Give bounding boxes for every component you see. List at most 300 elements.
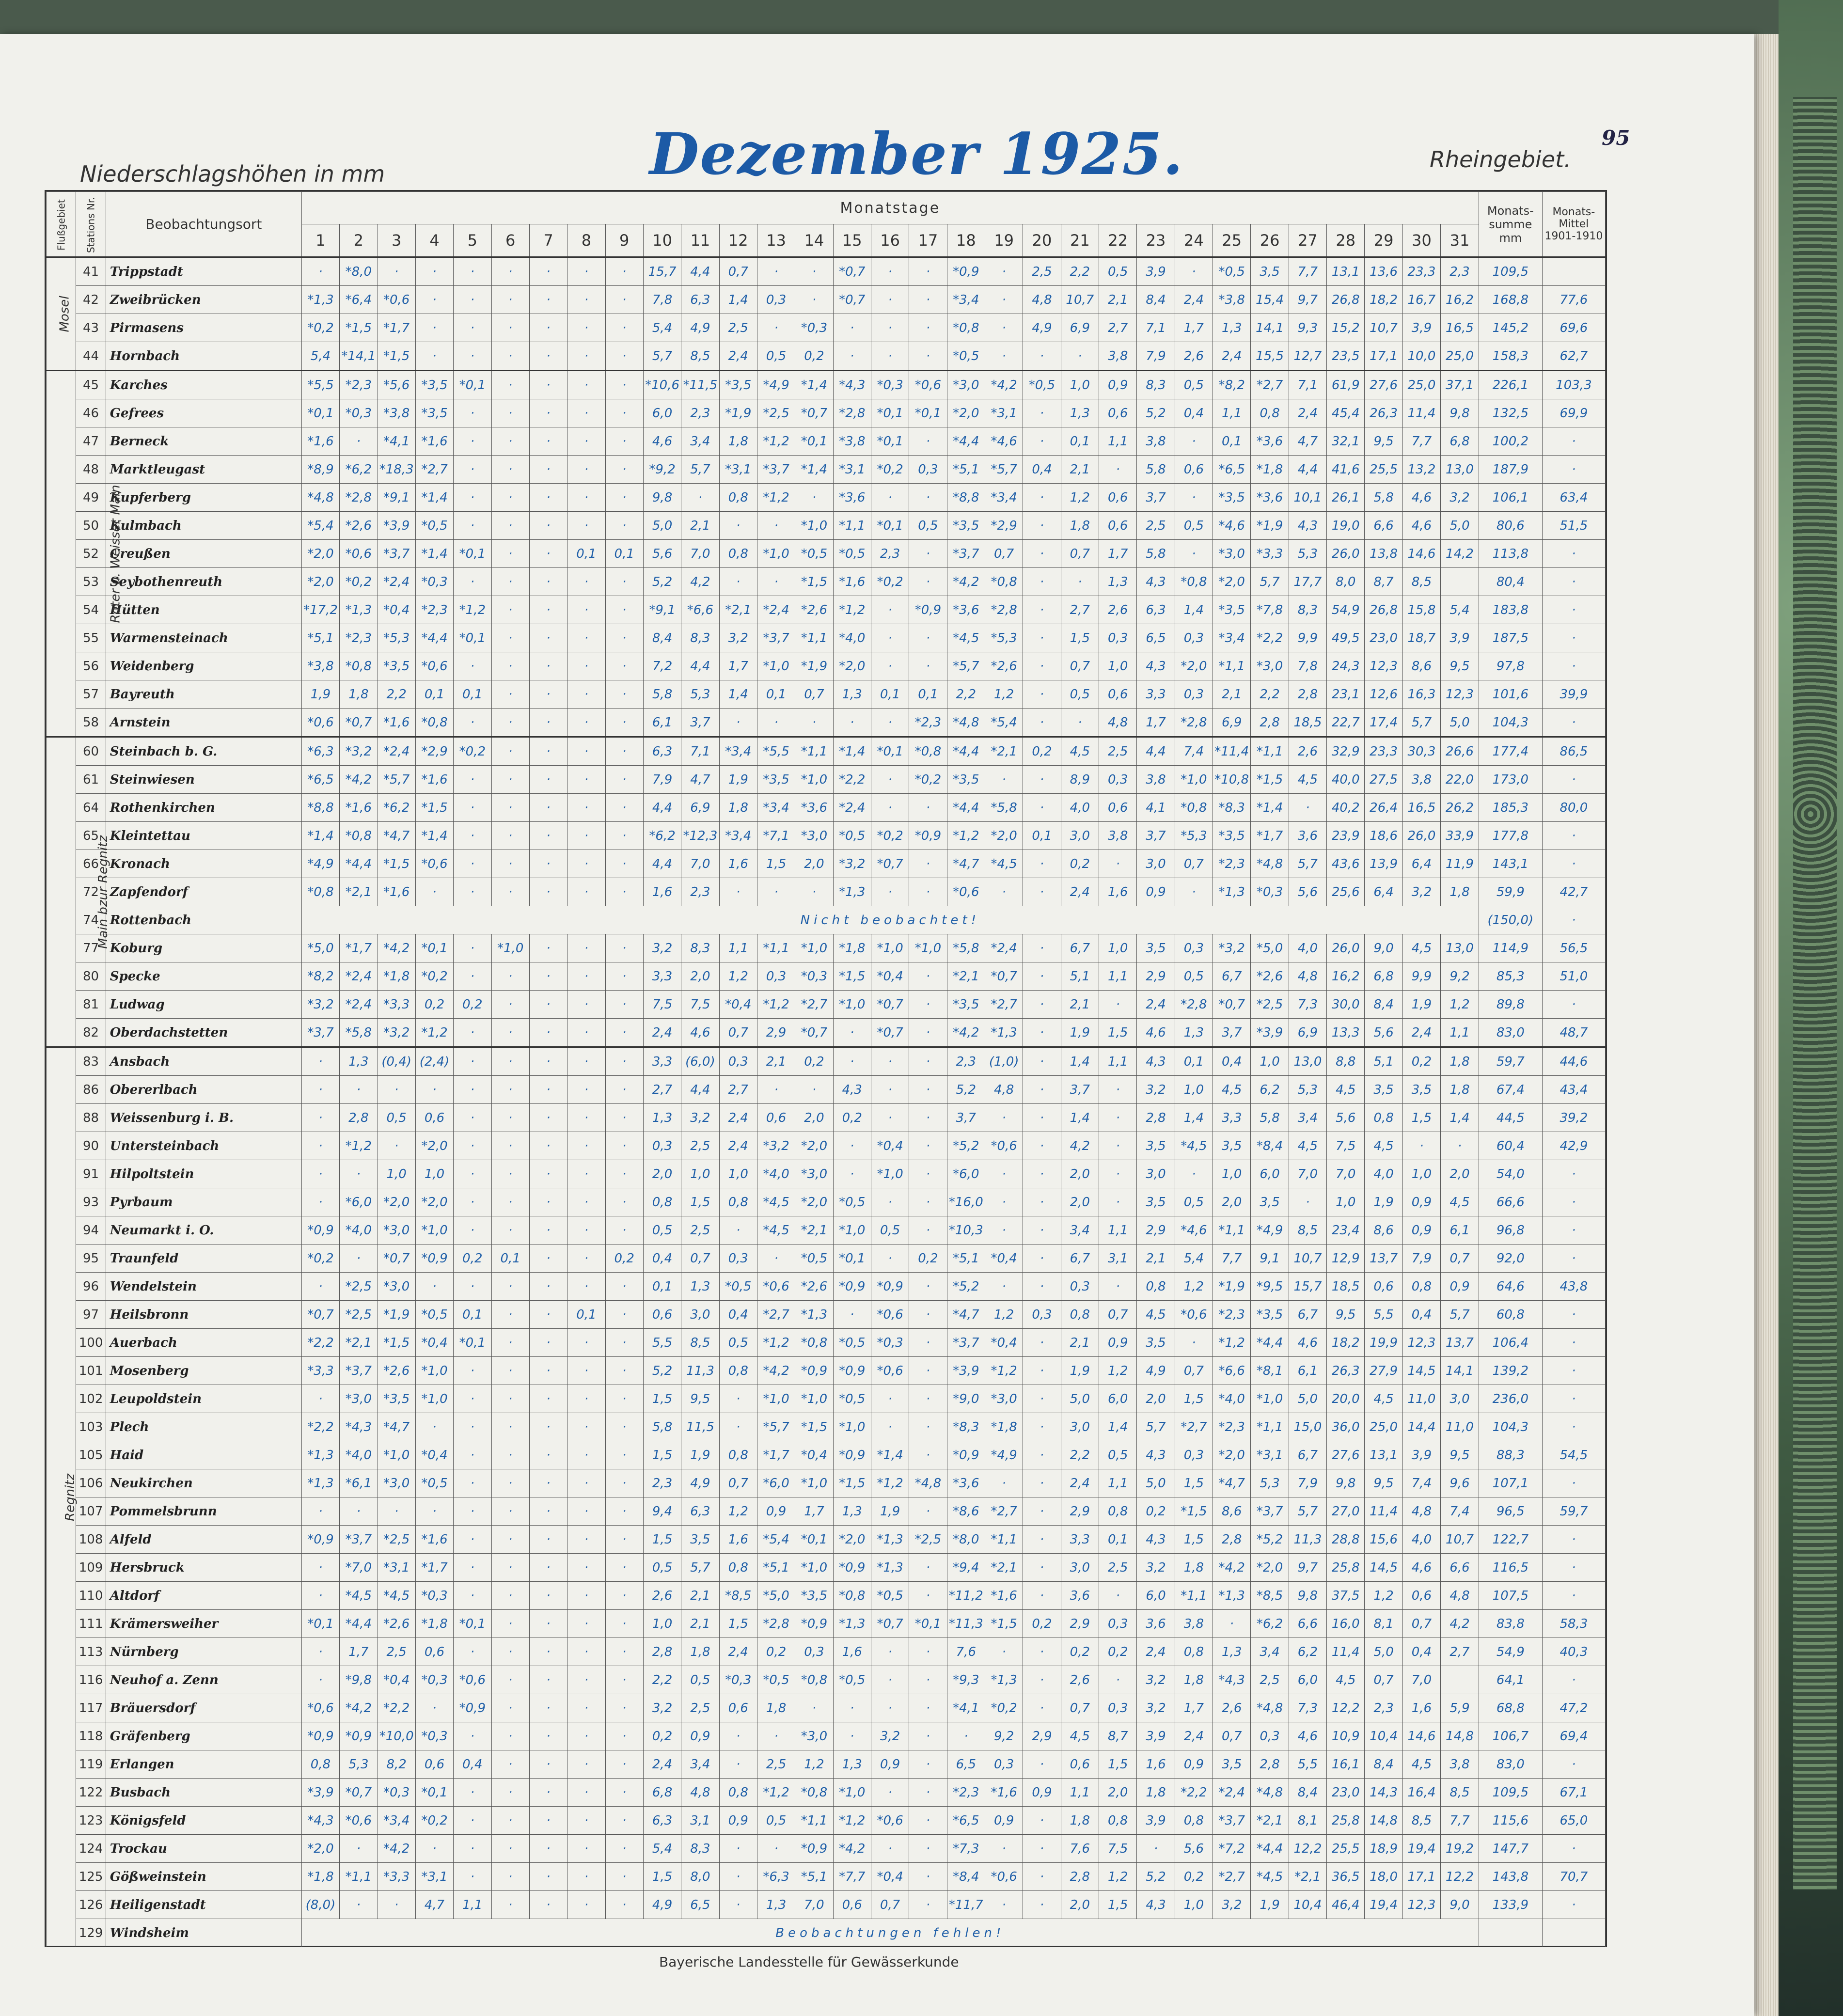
daily-value: · <box>567 1807 605 1835</box>
monthly-mean: 77,6 <box>1542 286 1605 314</box>
daily-value: · <box>454 878 491 906</box>
daily-value: 0,8 <box>719 1188 757 1216</box>
daily-value: 10,9 <box>1327 1722 1365 1750</box>
daily-value: *2,3 <box>340 624 378 652</box>
daily-value: 1,5 <box>1175 1526 1213 1554</box>
daily-value: · <box>529 1019 567 1047</box>
daily-value: 16,1 <box>1327 1750 1365 1779</box>
daily-value: *4,7 <box>1213 1469 1251 1497</box>
daily-value: · <box>909 1413 947 1441</box>
daily-value: *0,6 <box>871 1357 909 1385</box>
daily-value: · <box>871 878 909 906</box>
daily-value: 7,4 <box>1402 1469 1440 1497</box>
daily-value: 3,4 <box>1251 1638 1289 1666</box>
daily-value: · <box>1023 484 1061 512</box>
station-number: 109 <box>76 1554 106 1582</box>
daily-value: *0,6 <box>871 1807 909 1835</box>
daily-value: *1,2 <box>415 1019 453 1047</box>
daily-value: 4,3 <box>1137 568 1175 596</box>
daily-value: · <box>909 1385 947 1413</box>
daily-value: *5,7 <box>985 456 1023 484</box>
daily-value: *2,6 <box>378 1610 415 1638</box>
daily-value: *1,0 <box>795 766 833 794</box>
daily-value: *11,5 <box>681 371 719 399</box>
daily-value: *2,0 <box>1213 1441 1251 1469</box>
daily-value: 26,3 <box>1365 399 1402 427</box>
daily-value: 4,3 <box>1137 652 1175 680</box>
monthly-sum: 107,1 <box>1479 1469 1542 1497</box>
daily-value: · <box>985 286 1023 314</box>
daily-value: · <box>833 342 871 371</box>
daily-value: · <box>681 484 719 512</box>
daily-value: 10,7 <box>1289 1244 1326 1273</box>
station-name: Hersbruck <box>106 1554 301 1582</box>
daily-value: · <box>454 1019 491 1047</box>
daily-value: *3,9 <box>1251 1019 1289 1047</box>
monthly-sum: 147,7 <box>1479 1835 1542 1863</box>
daily-value: *4,0 <box>340 1441 378 1469</box>
station-name: Neumarkt i. O. <box>106 1216 301 1244</box>
table-row <box>47 456 1606 484</box>
station-name: Obererlbach <box>106 1076 301 1104</box>
daily-value: 6,6 <box>1441 1554 1479 1582</box>
daily-value: · <box>605 822 643 850</box>
daily-value: 8,9 <box>1061 766 1099 794</box>
daily-value: · <box>605 342 643 371</box>
daily-value: 7,8 <box>1289 652 1326 680</box>
daily-value: *3,0 <box>795 1722 833 1750</box>
daily-value: *7,0 <box>340 1554 378 1582</box>
daily-value: 1,7 <box>795 1497 833 1526</box>
daily-value: *0,9 <box>795 1357 833 1385</box>
daily-value: 1,4 <box>1099 1413 1137 1441</box>
daily-value: 3,7 <box>1213 1019 1251 1047</box>
daily-value: 7,7 <box>1213 1244 1251 1273</box>
daily-value: 3,5 <box>1402 1076 1440 1104</box>
daily-value: *0,1 <box>871 737 909 766</box>
daily-value: 2,2 <box>1061 1441 1099 1469</box>
daily-value: 16,5 <box>1402 794 1440 822</box>
daily-value: 23,0 <box>1327 1779 1365 1807</box>
daily-value: · <box>567 1863 605 1891</box>
station-number: 48 <box>76 456 106 484</box>
day-header: 15 <box>833 224 871 257</box>
daily-value: 4,8 <box>985 1076 1023 1104</box>
daily-value: · <box>1099 1273 1137 1301</box>
daily-value: · <box>415 1835 453 1863</box>
daily-value: *4,4 <box>340 1610 378 1638</box>
daily-value: *0,1 <box>909 1610 947 1638</box>
daily-value: *1,0 <box>757 1385 795 1413</box>
daily-value: 2,2 <box>1251 680 1289 709</box>
daily-value: 9,0 <box>1441 1891 1479 1919</box>
daily-value: · <box>491 540 529 568</box>
daily-value: 0,3 <box>1175 934 1213 962</box>
daily-value: *0,1 <box>301 399 339 427</box>
monthly-mean: · <box>1542 596 1605 624</box>
daily-value: *0,8 <box>795 1329 833 1357</box>
daily-value: · <box>491 456 529 484</box>
daily-value: · <box>454 484 491 512</box>
daily-value: · <box>567 427 605 456</box>
day-header: 1 <box>301 224 339 257</box>
daily-value: · <box>1023 1526 1061 1554</box>
daily-value: 0,9 <box>719 1807 757 1835</box>
monthly-sum: 143,1 <box>1479 850 1542 878</box>
daily-value: *2,4 <box>985 934 1023 962</box>
daily-value: 6,7 <box>1213 962 1251 991</box>
daily-value: 5,3 <box>1251 1469 1289 1497</box>
daily-value: 5,7 <box>643 342 681 371</box>
daily-value: *2,8 <box>985 596 1023 624</box>
daily-value: *3,0 <box>340 1385 378 1413</box>
station-number: 90 <box>76 1132 106 1160</box>
monthly-mean: 58,3 <box>1542 1610 1605 1638</box>
daily-value: 9,4 <box>643 1497 681 1526</box>
daily-value: 2,6 <box>1061 1666 1099 1694</box>
station-number: 83 <box>76 1047 106 1076</box>
daily-value: · <box>454 822 491 850</box>
daily-value: 1,9 <box>1251 1891 1289 1919</box>
monthly-mean: 103,3 <box>1542 371 1605 399</box>
daily-value: *3,1 <box>378 1554 415 1582</box>
daily-value: 2,1 <box>1213 680 1251 709</box>
daily-value: *2,8 <box>340 484 378 512</box>
daily-value: *5,1 <box>757 1554 795 1582</box>
daily-value: *1,9 <box>1213 1273 1251 1301</box>
daily-value: 0,1 <box>567 1301 605 1329</box>
daily-value: *2,1 <box>340 878 378 906</box>
daily-value: *3,3 <box>1251 540 1289 568</box>
daily-value: 3,2 <box>1213 1891 1251 1919</box>
monthly-sum: 68,8 <box>1479 1694 1542 1722</box>
daily-value: 3,5 <box>1365 1076 1402 1104</box>
station-name: Rottenbach <box>106 906 301 934</box>
daily-value: 0,5 <box>643 1554 681 1582</box>
daily-value: · <box>605 1526 643 1554</box>
daily-value: 5,3 <box>1289 540 1326 568</box>
monthly-mean: · <box>1542 1750 1605 1779</box>
daily-value: · <box>909 1216 947 1244</box>
daily-value: 22,0 <box>1441 766 1479 794</box>
table-row <box>47 342 1606 371</box>
daily-value: *0,5 <box>415 512 453 540</box>
monthly-sum: 101,6 <box>1479 680 1542 709</box>
daily-value: 15,2 <box>1327 314 1365 342</box>
daily-value: *4,4 <box>1251 1329 1289 1357</box>
daily-value: *1,6 <box>415 427 453 456</box>
daily-value: · <box>454 1076 491 1104</box>
monthly-sum: 44,5 <box>1479 1104 1542 1132</box>
daily-value: *0,3 <box>415 1582 453 1610</box>
daily-value: 3,7 <box>1137 822 1175 850</box>
daily-value: *16,0 <box>947 1188 985 1216</box>
daily-value: · <box>605 1666 643 1694</box>
subtitle-right: Rheingebiet. <box>1430 146 1571 173</box>
daily-value: · <box>1023 1385 1061 1413</box>
daily-value: *3,0 <box>1213 540 1251 568</box>
daily-value: 3,7 <box>1137 484 1175 512</box>
station-name: Oberdachstetten <box>106 1019 301 1047</box>
daily-value: · <box>605 371 643 399</box>
daily-value: *5,1 <box>795 1863 833 1891</box>
daily-value: 5,8 <box>643 680 681 709</box>
daily-value: 4,8 <box>1099 709 1137 737</box>
daily-value: *2,7 <box>1213 1863 1251 1891</box>
daily-value: 5,5 <box>643 1329 681 1357</box>
river-basin-name: Roter u. Weisser Main <box>108 484 123 623</box>
table-row <box>47 1835 1606 1863</box>
daily-value: · <box>605 934 643 962</box>
daily-value: 1,3 <box>1175 1019 1213 1047</box>
station-name: Nürnberg <box>106 1638 301 1666</box>
daily-value: · <box>567 1722 605 1750</box>
daily-value: 5,0 <box>1137 1469 1175 1497</box>
daily-value: *4,2 <box>378 934 415 962</box>
daily-value: *10,8 <box>1213 766 1251 794</box>
daily-value: *1,6 <box>985 1779 1023 1807</box>
daily-value: *8,5 <box>719 1582 757 1610</box>
daily-value: *3,0 <box>378 1216 415 1244</box>
daily-value: 1,4 <box>719 680 757 709</box>
daily-value: 0,2 <box>1175 1863 1213 1891</box>
daily-value: 6,5 <box>1137 624 1175 652</box>
daily-value: *5,4 <box>985 709 1023 737</box>
daily-value: *1,0 <box>757 540 795 568</box>
daily-value: · <box>757 1722 795 1750</box>
daily-value: 1,0 <box>415 1160 453 1188</box>
table-row <box>47 1469 1606 1497</box>
daily-value: 3,3 <box>1061 1526 1099 1554</box>
daily-value: 0,2 <box>643 1722 681 1750</box>
table-row <box>47 1919 1606 1947</box>
daily-value: *5,1 <box>947 456 985 484</box>
station-number: 64 <box>76 794 106 822</box>
daily-value: *5,0 <box>1251 934 1289 962</box>
daily-value: (0,4) <box>378 1047 415 1076</box>
day-header: 11 <box>681 224 719 257</box>
daily-value: 0,1 <box>415 680 453 709</box>
daily-value: *1,3 <box>833 1610 871 1638</box>
table-row <box>47 1750 1606 1779</box>
daily-value: · <box>1023 1357 1061 1385</box>
daily-value: *0,5 <box>833 822 871 850</box>
daily-value: · <box>605 1301 643 1329</box>
daily-value: *2,1 <box>1251 1807 1289 1835</box>
daily-value: 1,6 <box>719 850 757 878</box>
daily-value: · <box>1023 1244 1061 1273</box>
daily-value: 1,9 <box>1061 1019 1099 1047</box>
header-monatsmittel: Monats-Mittel 1901-1910 <box>1542 192 1605 257</box>
daily-value: 12,3 <box>1402 1329 1440 1357</box>
daily-value: *3,7 <box>340 1526 378 1554</box>
table-row <box>47 1779 1606 1807</box>
daily-value: 7,1 <box>1289 371 1326 399</box>
daily-value: · <box>415 1273 453 1301</box>
daily-value: *4,3 <box>833 371 871 399</box>
station-number: 50 <box>76 512 106 540</box>
daily-value: 5,4 <box>301 342 339 371</box>
daily-value: *1,0 <box>795 1469 833 1497</box>
monthly-sum: 106,1 <box>1479 484 1542 512</box>
daily-value: *3,5 <box>947 766 985 794</box>
daily-value: 8,0 <box>1327 568 1365 596</box>
daily-value: · <box>529 1835 567 1863</box>
monthly-sum: 226,1 <box>1479 371 1542 399</box>
daily-value: 1,2 <box>1365 1582 1402 1610</box>
daily-value: · <box>567 1357 605 1385</box>
monthly-mean <box>1542 257 1605 286</box>
daily-value: 2,4 <box>719 342 757 371</box>
daily-value: *4,8 <box>1251 1779 1289 1807</box>
row-note: Nicht beobachtet! <box>301 906 1479 934</box>
daily-value: 8,4 <box>1365 991 1402 1019</box>
daily-value: *2,3 <box>1213 1413 1251 1441</box>
daily-value: · <box>909 1019 947 1047</box>
station-number: 123 <box>76 1807 106 1835</box>
daily-value: · <box>454 709 491 737</box>
daily-value: *4,6 <box>1175 1216 1213 1244</box>
daily-value: *4,5 <box>1175 1132 1213 1160</box>
station-name: Hilpoltstein <box>106 1160 301 1188</box>
daily-value: *4,3 <box>1213 1666 1251 1694</box>
daily-value: *0,1 <box>454 371 491 399</box>
daily-value: · <box>1213 1610 1251 1638</box>
daily-value: 0,3 <box>1175 680 1213 709</box>
daily-value: 0,8 <box>719 1554 757 1582</box>
daily-value: 2,5 <box>1251 1666 1289 1694</box>
monthly-sum: 115,6 <box>1479 1807 1542 1835</box>
daily-value: 1,1 <box>1099 427 1137 456</box>
daily-value: · <box>567 1638 605 1666</box>
daily-value: *4,4 <box>415 624 453 652</box>
daily-value: *3,7 <box>1213 1807 1251 1835</box>
monthly-mean: · <box>1542 1216 1605 1244</box>
header-monatstage: Monatstage <box>301 192 1479 224</box>
monthly-mean: · <box>1542 1329 1605 1357</box>
daily-value: 6,1 <box>1441 1216 1479 1244</box>
daily-value: · <box>491 1413 529 1441</box>
daily-value: *3,2 <box>833 850 871 878</box>
daily-value: *5,3 <box>378 624 415 652</box>
daily-value: *0,8 <box>340 822 378 850</box>
daily-value: 13,8 <box>1365 540 1402 568</box>
daily-value: · <box>567 680 605 709</box>
daily-value: 13,0 <box>1441 934 1479 962</box>
daily-value: *1,6 <box>415 1526 453 1554</box>
table-row <box>47 1047 1606 1076</box>
daily-value: *0,8 <box>340 652 378 680</box>
daily-value: 4,6 <box>1402 1554 1440 1582</box>
daily-value: *5,4 <box>757 1526 795 1554</box>
daily-value <box>1441 1666 1479 1694</box>
station-name: Neukirchen <box>106 1469 301 1497</box>
daily-value: 12,3 <box>1365 652 1402 680</box>
daily-value: 0,4 <box>1023 456 1061 484</box>
daily-value: · <box>567 1441 605 1469</box>
daily-value: 10,7 <box>1061 286 1099 314</box>
daily-value: 0,7 <box>985 540 1023 568</box>
daily-value: 0,6 <box>415 1750 453 1779</box>
daily-value: 0,3 <box>1023 1301 1061 1329</box>
daily-value: · <box>605 624 643 652</box>
daily-value: *0,6 <box>757 1273 795 1301</box>
daily-value: 5,0 <box>1365 1638 1402 1666</box>
daily-value: *2,7 <box>985 1497 1023 1526</box>
daily-value: *7,3 <box>947 1835 985 1863</box>
daily-value: · <box>909 286 947 314</box>
daily-value: · <box>871 624 909 652</box>
daily-value: *0,6 <box>378 286 415 314</box>
daily-value: 0,8 <box>1099 1497 1137 1526</box>
daily-value: *0,9 <box>795 1610 833 1638</box>
daily-value: *7,8 <box>1251 596 1289 624</box>
monthly-mean: 86,5 <box>1542 737 1605 766</box>
daily-value: · <box>871 342 909 371</box>
daily-value: 2,3 <box>947 1047 985 1076</box>
daily-value: 0,9 <box>1099 1329 1137 1357</box>
daily-value: 14,4 <box>1402 1413 1440 1441</box>
station-number: 102 <box>76 1385 106 1413</box>
station-name: Weidenberg <box>106 652 301 680</box>
daily-value: 16,5 <box>1441 314 1479 342</box>
daily-value: *0,4 <box>719 991 757 1019</box>
daily-value: · <box>567 1779 605 1807</box>
daily-value: *3,0 <box>378 1469 415 1497</box>
monthly-sum: 116,5 <box>1479 1554 1542 1582</box>
daily-value: 4,5 <box>1289 766 1326 794</box>
daily-value: 6,3 <box>681 286 719 314</box>
daily-value: 1,4 <box>1061 1047 1099 1076</box>
daily-value: 8,3 <box>681 934 719 962</box>
daily-value: 0,8 <box>719 1357 757 1385</box>
daily-value: 3,0 <box>1137 1160 1175 1188</box>
daily-value: 5,7 <box>1137 1413 1175 1441</box>
daily-value: *18,3 <box>378 456 415 484</box>
daily-value: · <box>491 1526 529 1554</box>
daily-value: · <box>567 1273 605 1301</box>
table-row <box>47 1273 1606 1301</box>
daily-value: *0,6 <box>947 878 985 906</box>
daily-value: 5,7 <box>681 456 719 484</box>
daily-value: · <box>340 1160 378 1188</box>
monthly-sum: 80,6 <box>1479 512 1542 540</box>
daily-value: · <box>529 1441 567 1469</box>
table-row <box>47 427 1606 456</box>
daily-value: 5,3 <box>1289 1076 1326 1104</box>
daily-value: 6,1 <box>643 709 681 737</box>
daily-value: · <box>454 1779 491 1807</box>
daily-value: 5,6 <box>1175 1835 1213 1863</box>
monthly-mean: · <box>1542 1385 1605 1413</box>
daily-value: 4,5 <box>1327 1076 1365 1104</box>
daily-value: 12,2 <box>1441 1863 1479 1891</box>
daily-value: *8,0 <box>340 257 378 286</box>
daily-value: *3,8 <box>1213 286 1251 314</box>
daily-value: *5,0 <box>757 1582 795 1610</box>
daily-value: 2,2 <box>643 1666 681 1694</box>
daily-value: 22,7 <box>1327 709 1365 737</box>
daily-value: · <box>757 257 795 286</box>
daily-value: 18,9 <box>1365 1835 1402 1863</box>
table-row <box>47 1104 1606 1132</box>
monthly-mean: 48,7 <box>1542 1019 1605 1047</box>
day-header: 16 <box>871 224 909 257</box>
daily-value: 4,5 <box>1402 1750 1440 1779</box>
daily-value: 2,4 <box>643 1019 681 1047</box>
daily-value: · <box>454 794 491 822</box>
daily-value: 7,7 <box>1402 427 1440 456</box>
